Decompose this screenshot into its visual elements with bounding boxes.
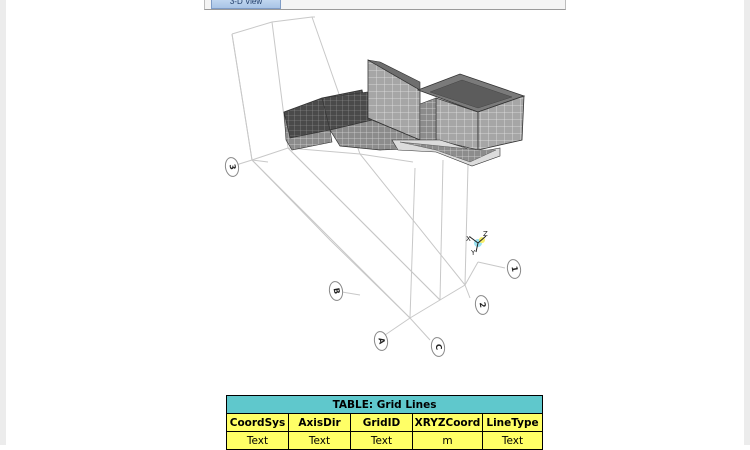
svg-text:Z: Z bbox=[483, 230, 488, 238]
unit-cell: Text bbox=[351, 432, 413, 450]
axis-triad bbox=[466, 230, 488, 257]
svg-text:Y: Y bbox=[471, 249, 476, 257]
axis-bubble-3: 3 bbox=[223, 156, 240, 178]
column-header: GridID bbox=[351, 414, 413, 432]
unit-cell: m bbox=[413, 432, 483, 450]
column-header: LineType bbox=[483, 414, 543, 432]
grid-lines-table bbox=[226, 395, 543, 450]
column-header: AxisDir bbox=[289, 414, 351, 432]
tab-3d-view[interactable]: 3-D View bbox=[211, 0, 281, 9]
axis-bubble-2: 2 bbox=[473, 294, 490, 316]
axis-bubble-a: A bbox=[372, 330, 389, 352]
table-units-row bbox=[227, 432, 543, 450]
axis-bubble-c: C bbox=[429, 336, 446, 358]
column-header: CoordSys bbox=[227, 414, 289, 432]
axis-bubble-1: 1 bbox=[505, 258, 522, 280]
table-header-row bbox=[227, 414, 543, 432]
structure-model bbox=[284, 60, 524, 166]
unit-cell: Text bbox=[227, 432, 289, 450]
axis-bubble-b: B bbox=[327, 280, 344, 302]
svg-text:X: X bbox=[466, 235, 471, 243]
table-title: TABLE: Grid Lines bbox=[227, 396, 543, 414]
unit-cell: Text bbox=[483, 432, 543, 450]
column-header: XRYZCoord bbox=[413, 414, 483, 432]
unit-cell: Text bbox=[289, 432, 351, 450]
